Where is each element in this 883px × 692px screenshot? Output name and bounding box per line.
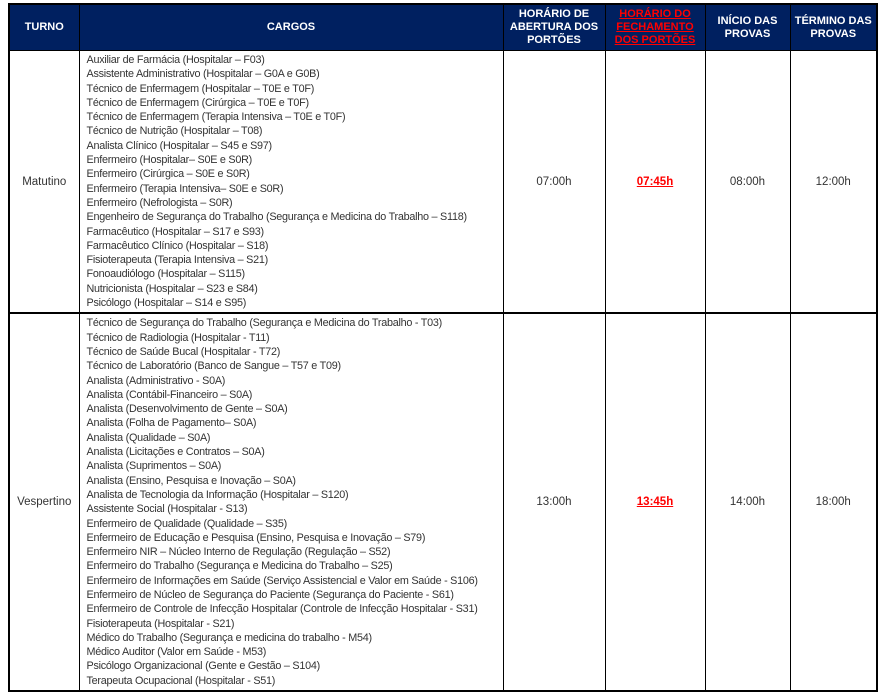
col-header-cargos: CARGOS <box>79 4 503 51</box>
cargo-item: Enfermeiro de Educação e Pesquisa (Ensino, Pesquisa e Inovação – S79) <box>86 531 426 544</box>
cargo-item: Técnico de Radiologia (Hospitalar - T11) <box>86 331 270 344</box>
cargo-item: Analista (Qualidade – S0A) <box>86 431 211 444</box>
col-header-fechamento: HORÁRIO DO FECHAMENTO DOS PORTÕES <box>605 4 705 51</box>
table-header-row <box>9 4 877 51</box>
cargo-item: Psicólogo (Hospitalar – S14 e S95) <box>86 297 247 310</box>
termino-cell: 18:00h <box>790 313 877 691</box>
cargo-item: Analista (Desenvolvimento de Gente – S0A) <box>86 403 288 416</box>
cargo-item: Enfermeiro (Cirúrgica – S0E e S0R) <box>86 168 250 181</box>
cargo-item: Nutricionista (Hospitalar – S23 e S84) <box>86 282 258 295</box>
cargo-item: Analista (Suprimentos – S0A) <box>86 460 222 473</box>
cargo-item: Médico do Trabalho (Segurança e medicina do trabalho - M54) <box>86 631 372 644</box>
cargo-item: Técnico de Nutrição (Hospitalar – T08) <box>86 125 263 138</box>
fechamento-cell: 07:45h <box>605 51 705 314</box>
abertura-cell: 13:00h <box>503 313 605 691</box>
cargo-item: Analista (Licitações e Contratos – S0A) <box>86 446 265 459</box>
cargo-item: Enfermeiro NIR – Núcleo Interno de Regulação (Regulação – S52) <box>86 546 391 559</box>
table-row-vespertino <box>9 313 877 691</box>
cargo-item: Técnico de Enfermagem (Hospitalar – T0E e T0F) <box>86 82 315 95</box>
cargo-item: Fisioterapeuta (Hospitalar - S21) <box>86 617 235 630</box>
cargo-item: Analista (Ensino, Pesquisa e Inovação – S0A) <box>86 474 296 487</box>
cargo-item: Enfermeiro (Hospitalar– S0E e S0R) <box>86 154 253 167</box>
cargo-item: Assistente Social (Hospitalar - S13) <box>86 503 248 516</box>
termino-cell: 12:00h <box>790 51 877 314</box>
fechamento-cell: 13:45h <box>605 313 705 691</box>
cargo-item: Farmacêutico Clínico (Hospitalar – S18) <box>86 239 269 252</box>
cargo-item: Técnico de Enfermagem (Cirúrgica – T0E e T0F) <box>86 96 309 109</box>
cargos-cell <box>79 313 503 691</box>
cargo-item: Enfermeiro do Trabalho (Segurança e Medicina do Trabalho – S25) <box>86 560 393 573</box>
cargo-item: Analista Clínico (Hospitalar – S45 e S97) <box>86 139 272 152</box>
cargo-item: Terapeuta Ocupacional (Hospitalar - S51) <box>86 674 276 687</box>
cargo-item: Enfermeiro de Controle de Infecção Hospitalar (Controle de Infecção Hospitalar - S31) <box>86 603 478 616</box>
cargo-item: Farmacêutico (Hospitalar – S17 e S93) <box>86 225 264 238</box>
col-header-termino: TÉRMINO DAS PROVAS <box>790 4 877 51</box>
col-header-inicio: INÍCIO DAS PROVAS <box>705 4 790 51</box>
cargo-item: Analista de Tecnologia da Informação (Hospitalar – S120) <box>86 488 349 501</box>
inicio-cell: 08:00h <box>705 51 790 314</box>
cargo-item: Enfermeiro de Núcleo de Segurança do Paciente (Segurança do Paciente - S61) <box>86 588 454 601</box>
abertura-cell: 07:00h <box>503 51 605 314</box>
turno-cell: Vespertino <box>9 313 79 691</box>
cargo-item: Fisioterapeuta (Terapia Intensiva – S21) <box>86 254 268 267</box>
cargo-item: Enfermeiro de Qualidade (Qualidade – S35) <box>86 517 287 530</box>
cargo-item: Analista (Contábil-Financeiro – S0A) <box>86 388 253 401</box>
cargo-item: Técnico de Laboratório (Banco de Sangue – T57 e T09) <box>86 360 341 373</box>
cargo-item: Enfermeiro (Nefrologista – S0R) <box>86 196 233 209</box>
cargo-item: Analista (Administrativo - S0A) <box>86 374 226 387</box>
cargo-item: Médico Auditor (Valor em Saúde - M53) <box>86 646 267 659</box>
cargo-item: Auxiliar de Farmácia (Hospitalar – F03) <box>86 54 265 66</box>
table-row-matutino <box>9 51 877 314</box>
exam-schedule-table <box>8 3 878 692</box>
cargo-item: Fonoaudiólogo (Hospitalar – S115) <box>86 268 245 281</box>
cargo-item: Técnico de Saúde Bucal (Hospitalar - T72) <box>86 345 281 358</box>
cargo-item: Enfermeiro (Terapia Intensiva– S0E e S0R) <box>86 182 284 195</box>
cargo-item: Técnico de Enfermagem (Terapia Intensiva – T0E e T0F) <box>86 111 346 124</box>
cargo-item: Engenheiro de Segurança do Trabalho (Segurança e Medicina do Trabalho – S118) <box>86 211 467 224</box>
cargo-item: Assistente Administrativo (Hospitalar – G0A e G0B) <box>86 68 320 81</box>
cargo-item: Técnico de Segurança do Trabalho (Segurança e Medicina do Trabalho - T03) <box>86 317 442 330</box>
cargo-item: Enfermeiro de Informações em Saúde (Serviço Assistencial e Valor em Saúde - S106) <box>86 574 478 587</box>
inicio-cell: 14:00h <box>705 313 790 691</box>
cargo-item: Analista (Folha de Pagamento– S0A) <box>86 417 257 430</box>
cargo-item: Psicólogo Organizacional (Gente e Gestão – S104) <box>86 660 320 673</box>
col-header-abertura: HORÁRIO DE ABERTURA DOS PORTÕES <box>503 4 605 51</box>
col-header-turno: TURNO <box>9 4 79 51</box>
turno-cell: Matutino <box>9 51 79 314</box>
exam-schedule-wrapper <box>8 3 878 692</box>
cargos-cell <box>79 51 503 314</box>
